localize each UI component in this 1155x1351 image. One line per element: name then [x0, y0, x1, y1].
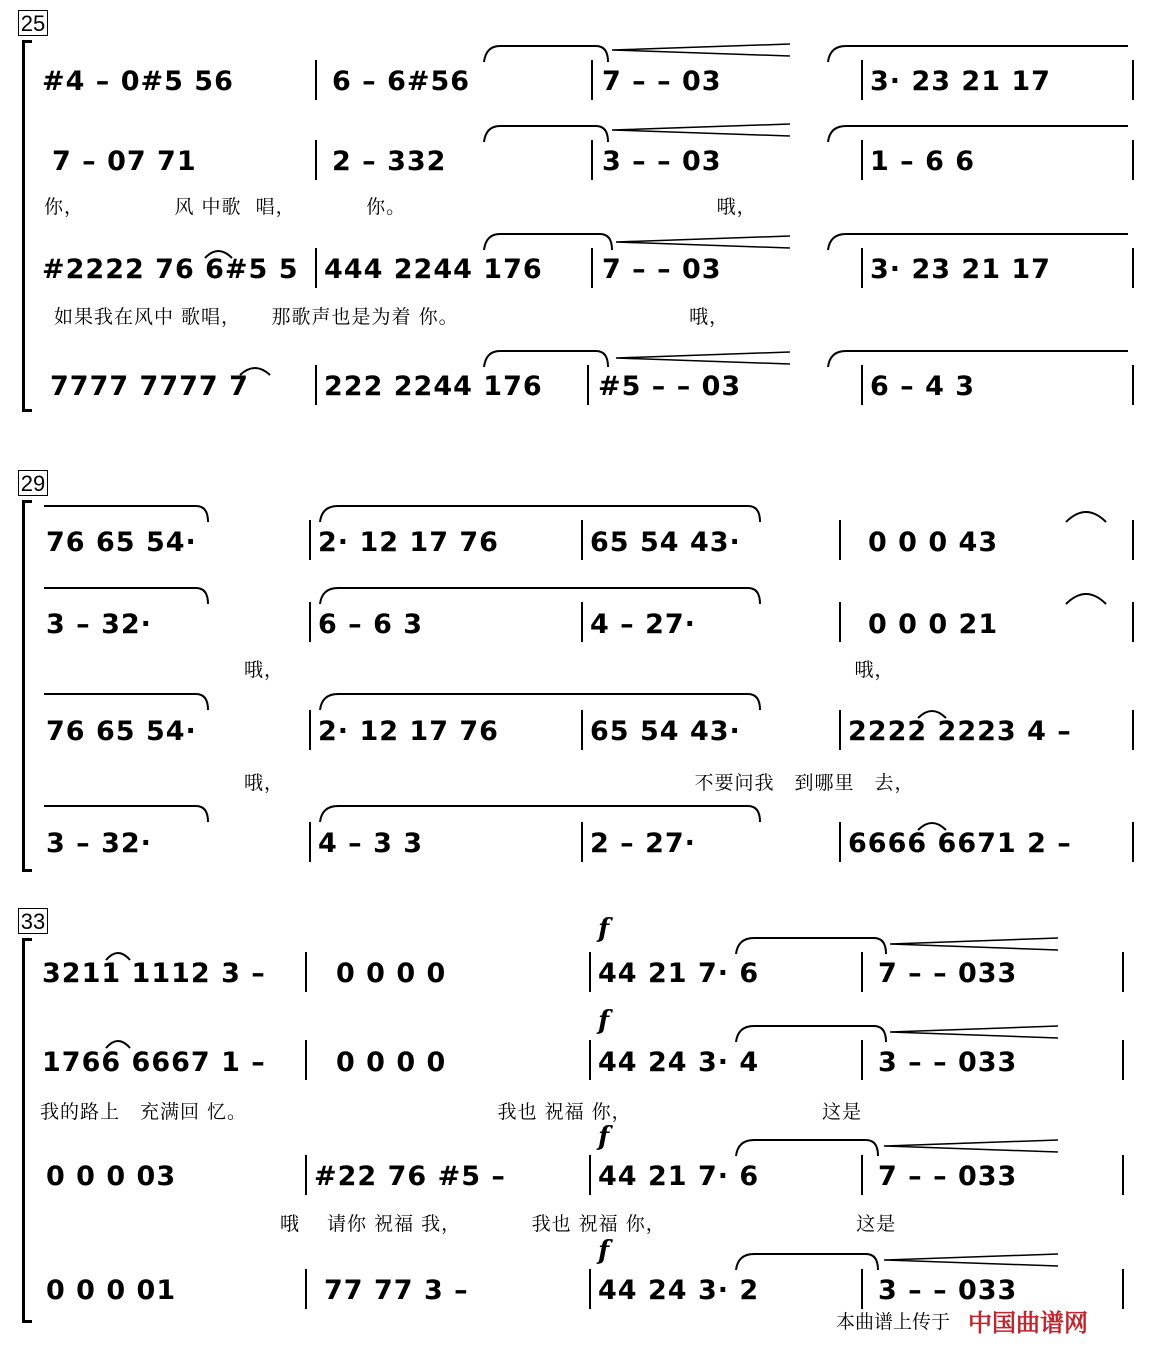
measure: 44 24 3· 4: [598, 1047, 760, 1078]
measure: 0 0 0 43: [868, 527, 999, 558]
measure: 0 0 0 01: [46, 1275, 177, 1306]
lyrics: 哦， 哦，: [44, 659, 895, 681]
measure: #22 76 #5 –: [314, 1161, 506, 1192]
dynamic-mark: f: [598, 914, 610, 944]
lyrics: 哦， 不要问我 到哪里 去，: [44, 772, 915, 794]
measure: 77 77 3 –: [324, 1275, 469, 1306]
measure: 444 2244 176: [324, 254, 543, 285]
measure: 6 – 4 3: [870, 371, 976, 402]
measure: 76 65 54·: [46, 716, 197, 747]
measure: 3 – – 033: [878, 1047, 1018, 1078]
measure: 0 0 0 0: [336, 1047, 447, 1078]
measure: 7 – – 033: [878, 1161, 1018, 1192]
measure-number: 33: [18, 908, 48, 934]
dynamic-mark: f: [598, 1122, 610, 1152]
measure: 44 21 7· 6: [598, 958, 760, 989]
measure: 0 0 0 0: [336, 958, 447, 989]
lyrics: 我的路上 充满回 忆。 我也 祝福 你， 这是: [40, 1101, 863, 1123]
measure: #2222 76 6#5 5: [42, 254, 299, 285]
measure: #5 – – 03: [598, 371, 742, 402]
dynamic-mark: f: [598, 1006, 610, 1036]
site-logo: 中国曲谱网: [968, 1309, 1088, 1337]
measure: 3211 1112 3 –: [42, 958, 266, 989]
measure: 76 65 54·: [46, 527, 197, 558]
lyrics: 哦 请你 祝福 我， 我也 祝福 你， 这是: [40, 1213, 897, 1235]
measure: 0 0 0 03: [46, 1161, 177, 1192]
measure: 222 2244 176: [324, 371, 543, 402]
measure: 65 54 43·: [590, 716, 741, 747]
measure: 3· 23 21 17: [870, 254, 1051, 285]
measure: 65 54 43·: [590, 527, 741, 558]
measure: 3 – – 03: [602, 146, 722, 177]
measure: 7 – 07 71: [52, 146, 197, 177]
measure: 2 – 332: [332, 146, 447, 177]
measure: 3 – – 033: [878, 1275, 1018, 1306]
measure: #4 – 0#5 56: [42, 66, 234, 97]
measure: 6666 6671 2 –: [848, 828, 1072, 859]
measure: 44 24 3· 2: [598, 1275, 760, 1306]
measure: 2· 12 17 76: [318, 716, 499, 747]
measure: 4 – 3 3: [318, 828, 424, 859]
measure: 1 – 6 6: [870, 146, 976, 177]
measure: 2 – 27·: [590, 828, 696, 859]
dynamic-mark: f: [598, 1236, 610, 1266]
measure: 2222 2223 4 –: [848, 716, 1072, 747]
measure: 7 – – 03: [602, 254, 722, 285]
measure: 6 – 6#56: [332, 66, 471, 97]
measure: 3 – 32·: [46, 609, 152, 640]
measure: 1766 6667 1 –: [42, 1047, 266, 1078]
measure: 4 – 27·: [590, 609, 696, 640]
measure: 44 21 7· 6: [598, 1161, 760, 1192]
measure-number: 25: [18, 10, 48, 36]
measure: 7777 7777 7: [50, 371, 249, 402]
measure-number: 29: [18, 470, 48, 496]
lyrics: 你， 风 中歌 唱， 你。 哦，: [44, 196, 757, 218]
measure: 3 – 32·: [46, 828, 152, 859]
credit-text: 本曲谱上传于: [836, 1312, 951, 1333]
measure: 7 – – 03: [602, 66, 722, 97]
measure: 0 0 0 21: [868, 609, 999, 640]
measure: 6 – 6 3: [318, 609, 424, 640]
lyrics: 如果我在风中 歌唱， 那歌声也是为着 你。 哦，: [54, 306, 730, 328]
measure: 3· 23 21 17: [870, 66, 1051, 97]
measure: 7 – – 033: [878, 958, 1018, 989]
measure: 2· 12 17 76: [318, 527, 499, 558]
